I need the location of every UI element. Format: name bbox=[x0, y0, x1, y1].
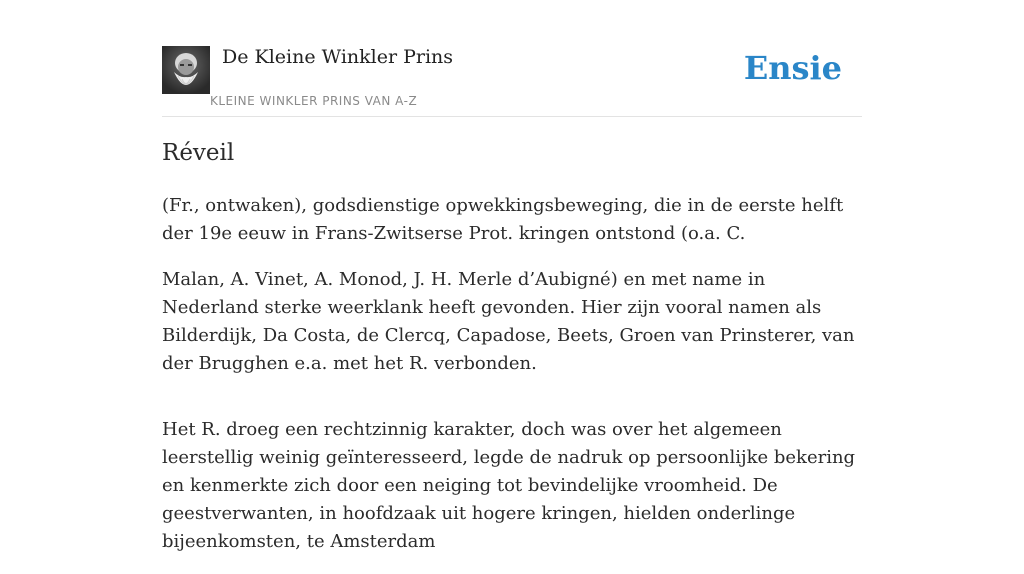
site-subtitle[interactable]: KLEINE WINKLER PRINS VAN A-Z bbox=[210, 94, 418, 108]
article-paragraph: Malan, A. Vinet, A. Monod, J. H. Merle d’Aubigné) en met name in Nederland sterke weerklank heeft gevonden. Hier zijn vooral namen als Bilderdijk, Da Costa, de Clercq, Capadose, Beets, Groen van Prinsterer, van der Brugghen e.a. met het R. verbonden. bbox=[162, 269, 855, 374]
bearded-man-portrait-icon[interactable] bbox=[162, 46, 210, 94]
page bbox=[162, 0, 862, 552]
article-body bbox=[162, 192, 864, 574]
brand-logo[interactable]: Ensie bbox=[743, 49, 842, 87]
article-title: Réveil bbox=[162, 140, 235, 166]
article-paragraph: Het R. droeg een rechtzinnig karakter, doch was over het algemeen leerstellig weinig geïnteresseerd, legde de nadruk op persoonlijke bekering en kenmerkte zich door een neiging tot bevindelijke vroomheid. De geestverwanten, in hoofdzaak uit hogere kringen, hielden onderlinge bijeenkomsten, te Amsterdam bbox=[162, 419, 856, 552]
article-paragraph: (Fr., ontwaken), godsdienstige opwekkingsbeweging, die in de eerste helft der 19e eeuw in Frans-Zwitserse Prot. kringen ontstond (o.a. C. bbox=[162, 195, 844, 244]
site-title[interactable]: De Kleine Winkler Prins bbox=[222, 46, 454, 68]
site-header bbox=[162, 0, 862, 117]
